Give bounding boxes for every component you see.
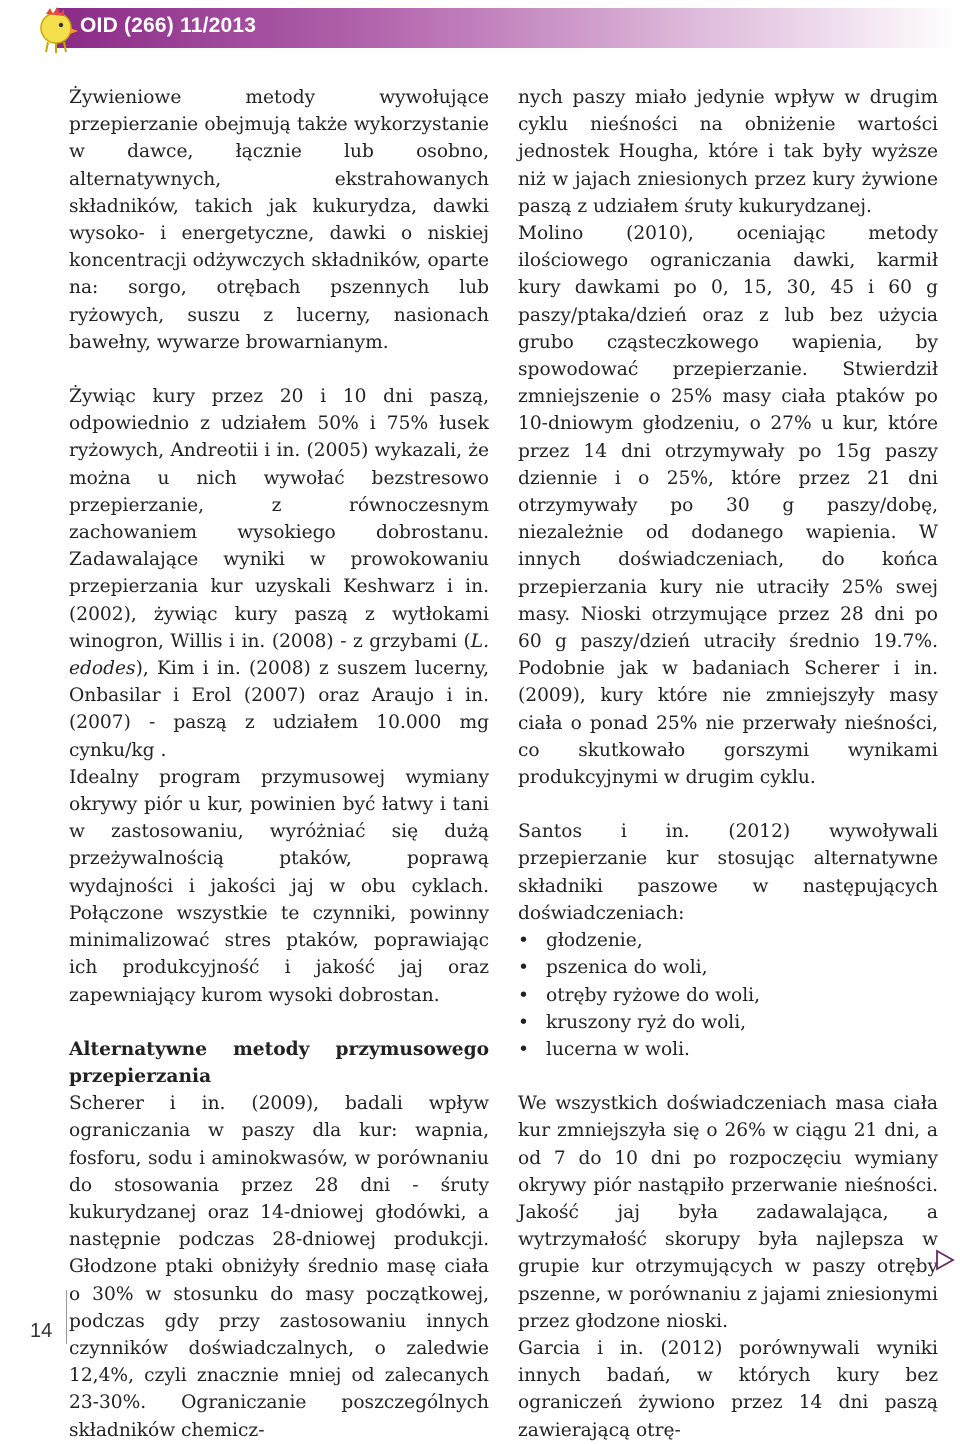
left-column: [69, 84, 489, 1444]
list-item: • kruszony ryż do woli,: [518, 1009, 938, 1036]
paragraph: Żywieniowe metody wywołujące przepierzanie obejmują także wykorzystanie w dawce, łącznie lub osobno, alternatywnych, ekstrahowanych składników, takich jak kukurydza, dawki wysoko- i energetyczne, dawki o niskiej koncentracji odżywczych składników, oparte na: sorgo, otrębach pszennych lub ryżowych, suszu z lucerny, nasionach bawełny, wywarze browarnianym.: [69, 87, 489, 353]
right-column: [518, 84, 938, 1444]
paragraph: Idealny program przymusowej wymiany okrywy piór u kur, powinien być łatwy i tani w zastosowaniu, wyróżniać się dużą przeżywalnością ptaków, poprawą wydajności i jakości jaj w obu cyklach. Połączone wszystkie te czynniki, powinny minimalizować stres ptaków, poprawiając ich produkcyjność i jakość jaj oraz zapewniający kurom wysoki dobrostan.: [69, 766, 489, 1006]
list-item: • pszenica do woli,: [518, 954, 938, 981]
page-number: 14: [30, 1320, 53, 1342]
list-item: • lucerna w woli.: [518, 1036, 938, 1063]
paragraph: Scherer i in. (2009), badali wpływ ograniczania w paszy dla kur: wapnia, fosforu, sodu i aminokwasów, w porównaniu do stosowania przez 28 dni - śruty kukurydzanej oraz 14-dniowej głodówki, a następnie podczas 28-dniowej produkcji. Głodzone ptaki obniżyły średnio masę ciała o 30% w stosunku do masy początkowej, podczas gdy przy zastosowaniu innych czynników doświadczalnych, o zaledwie 12,4%, czyli znacznie mniej od zalecanych 23-30%. Ograniczanie poszczególnych składników chemicz-: [69, 1093, 489, 1441]
page-header: [0, 0, 960, 56]
paragraph: Molino (2010), oceniając metody ilościowego ograniczania dawki, karmił kury dawkami po 0, 15, 30, 45 i 60 g paszy/ptaka/dzień oraz z lub bez użycia grubo cząsteczkowego wapienia, by spowodować przepierzanie. Stwierdził zmniejszenie o 25% masy ciała ptaków po 10-dniowym głodzeniu, o 27% u kur, które przez 14 dni otrzymywały po 15g paszy dziennie i o 25%, które przez 21 dni otrzymywały po 30 g paszy/dobę, niezależnie od dodanego wapienia. W innych doświadczeniach, do końca przepierzania kury nie utraciły 25% swej masy. Nioski otrzymujące przez 28 dni po 60 g paszy/dzień utraciły średnio 19.7%. Podobnie jak w badaniach Scherer i in. (2009), kury które nie zmniejszyły masy ciała o ponad 25% nie przerwały nieśności, co skutkowało gorszymi wynikami produkcyjnymi w drugim cyklu.: [518, 223, 938, 789]
journal-title: OID (266) 11/2013: [80, 14, 257, 37]
footer-divider: [66, 1290, 67, 1344]
bullet-list: [518, 927, 938, 1063]
italic-species: L. edodes: [69, 630, 489, 680]
hen-logo-icon: [26, 2, 82, 58]
paragraph: Santos i in. (2012) wywoływali przepierzanie kur stosując alternatywne składniki paszowe w następujących doświadczeniach:: [518, 821, 938, 924]
section-heading: Alternatywne metody przymusowego przepierzania: [69, 1038, 489, 1087]
list-item: • głodzenie,: [518, 927, 938, 954]
paragraph: Garcia i in. (2012) porównywali wyniki innych badań, w których kury bez ograniczeń żywiono przez 14 dni paszą zawierającą otrę-: [518, 1337, 938, 1441]
paragraph: Żywiąc kury przez 20 i 10 dni paszą, odpowiednio z udziałem 50% i 75% łusek ryżowych, Andreotii i in. (2005) wykazali, że można u nich wywołać bezstresowo przepierzanie, z równoczesnym zachowaniem wysokiego dobrostanu. Zadawalające wyniki w prowokowaniu przepierzania kur uzyskali Keshwarz i in. (2002), żywiąc kury paszą z wytłokami winogron, Willis i in. (2008) - z grzybami (L. edodes), Kim i in. (2008) z suszem lucerny, Onbasilar i Erol (2007) oraz Araujo i in. (2007) - paszą z udziałem 10.000 mg cynku/kg .: [69, 386, 489, 761]
paragraph: nych paszy miało jedynie wpływ w drugim cyklu nieśności na obniżenie wartości jednostek Hougha, które i tak były wyższe niż w jajach zniesionych przez kury żywione paszą z udziałem śruty kukurydzanej.: [518, 87, 938, 217]
paragraph: We wszystkich doświadczeniach masa ciała kur zmniejszyła się o 26% w ciągu 21 dni, a od 7 do 10 dni po rozpoczęciu wymiany okrywy piór nastąpiło przerwanie nieśności. Jakość jaj była zadawalająca, a wytrzymałość skorupy była najlepsza w grupie kur otrzymujących w paszy otręby pszenne, w porównaniu z jajami zniesionymi przez głodzone nioski.: [518, 1093, 938, 1332]
list-item: • otręby ryżowe do woli,: [518, 982, 938, 1009]
next-page-arrow-icon[interactable]: [934, 1249, 956, 1271]
